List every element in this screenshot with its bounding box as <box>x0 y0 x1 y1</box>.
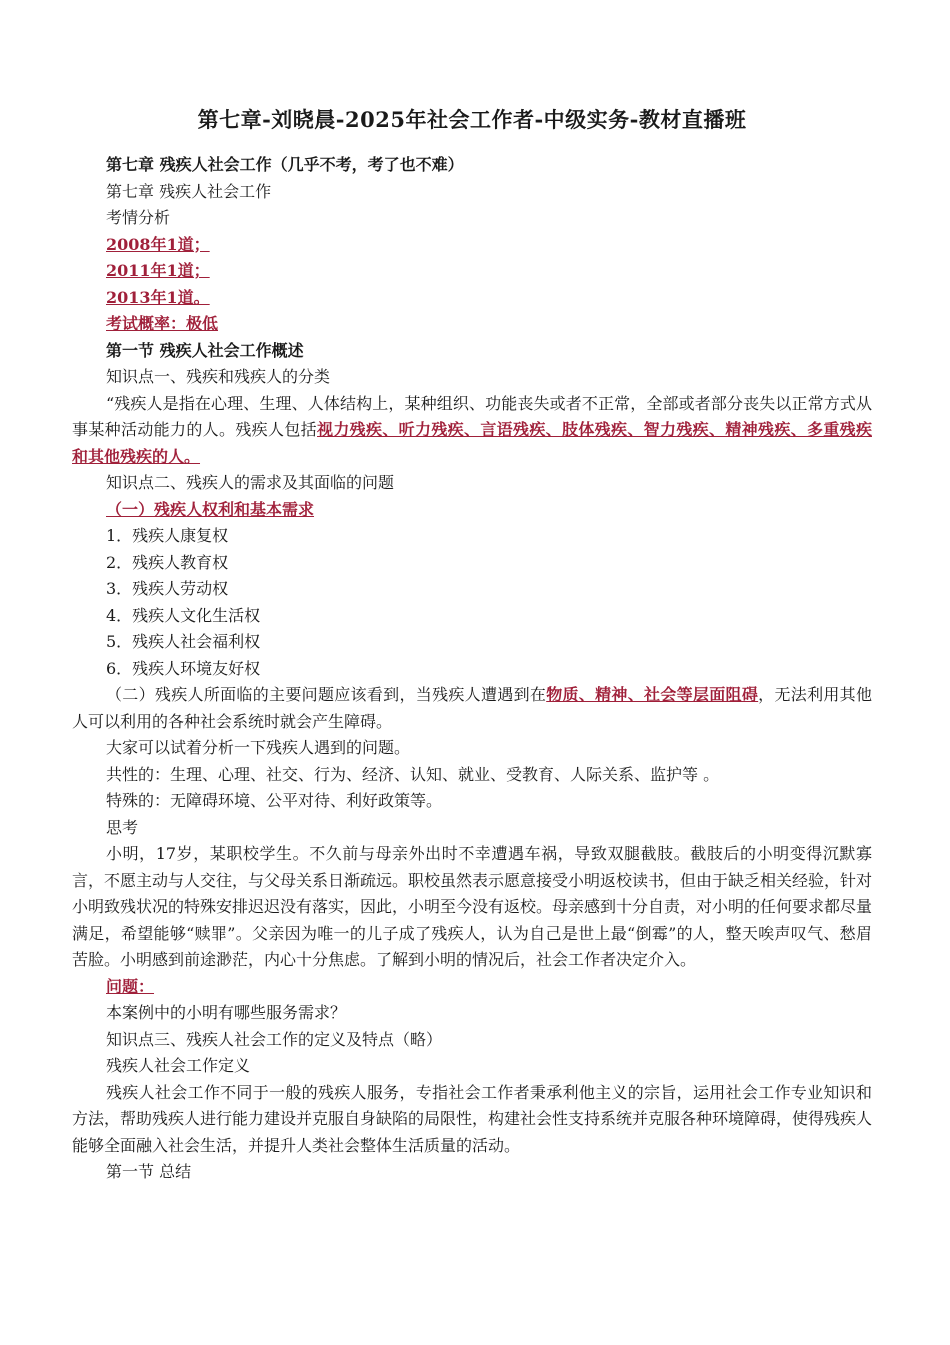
question-text: 本案例中的小明有哪些服务需求？ <box>106 1003 347 1022</box>
problems-paragraph <box>72 682 872 735</box>
exam-year-item: 2008年1道； <box>106 234 210 254</box>
list-item: 6．残疾人环境友好权 <box>106 658 261 678</box>
knowledge-point-title: 知识点一、残疾和残疾人的分类 <box>106 367 331 386</box>
list-item: 5．残疾人社会福利权 <box>106 632 261 651</box>
rights-subtitle: （一）残疾人权利和基本需求 <box>106 499 315 519</box>
common-issues-line: 共性的：生理、心理、社交、行为、经济、认知、就业、受教育、人际关系、监护等 。 <box>106 764 720 784</box>
definition-paragraph: 残疾人社会工作不同于一般的残疾人服务，专指社会工作者秉承利他主义的宗旨，运用社会工作专业知识和方法，帮助残疾人进行能力建设并克服自身缺陷的局限性，构建社会性支持系统并克服各种环境障碍，使得残疾人能够全面融入社会生活，并提升人类社会整体生活质量的活动。 <box>72 1082 873 1155</box>
definition-label: 残疾人社会工作定义 <box>106 1056 251 1075</box>
list-item: 1．残疾人康复权 <box>106 526 229 545</box>
list-item: 2．残疾人教育权 <box>106 552 229 572</box>
section-summary: 第一节 总结 <box>106 1162 192 1181</box>
special-issues-line: 特殊的：无障碍环境、公平对待、利好政策等。 <box>106 791 443 810</box>
knowledge-point-title: 知识点二、残疾人的需求及其面临的问题 <box>106 473 395 492</box>
paragraph-text: （二）残疾人所面临的主要问题应该看到，当残疾人遭遇到在 <box>106 685 547 704</box>
case-paragraph: 小明，17岁，某职校学生。不久前与母亲外出时不幸遭遇车祸，导致双腿截肢。截肢后的小明变得沉默寡言，不愿主动与人交往，与父母关系日渐疏远。职校虽然表示愿意接受小明返校读书，但由于缺乏相关经验，针对小明致残状况的特殊安排迟迟没有落实，因此，小明至今没有返校。母亲感到十分自责，对小明的任何要求都尽量满足，希望能够“赎罪”。父亲因为唯一的儿子成了残疾人，认为自己是世上最“倒霉”的人，整天唉声叹气、愁眉苦脸。小明感到前途渺茫，内心十分焦虑。了解到小明的情况后，社会工作者决定介入。 <box>72 844 873 969</box>
analysis-line: 大家可以试着分析一下残疾人遇到的问题。 <box>106 738 411 757</box>
document-page <box>72 104 872 1186</box>
highlighted-text: 物质、精神、社会等层面阻碍 <box>546 685 759 704</box>
knowledge-point-title: 知识点三、残疾人社会工作的定义及特点（略） <box>106 1029 443 1049</box>
document-title: 第七章-刘晓晨-2025年社会工作者-中级实务-教材直播班 <box>197 107 747 132</box>
chapter-subheading: 第七章 残疾人社会工作 <box>106 181 272 201</box>
paragraph-text: “残疾人是指在心理、生理、人体结构上，某种组织、功能丧失或者不正常，全部或者部分丧失以正常方式从事某种活动能力的人。残疾人包括 <box>72 393 872 439</box>
exam-analysis-label: 考情分析 <box>106 208 171 227</box>
section-title: 第一节 残疾人社会工作概述 <box>106 340 304 360</box>
list-item: 4．残疾人文化生活权 <box>106 605 261 625</box>
chapter-heading: 第七章 残疾人社会工作（几乎不考，考了也不难） <box>106 155 464 174</box>
paragraph-text: ，无法利用其他人可以利用的各种社会系统时就会产生障碍。 <box>72 685 872 731</box>
exam-year-item: 2013年1道。 <box>106 287 210 307</box>
exam-year-item: 2011年1道； <box>106 261 210 280</box>
question-label: 问题： <box>106 976 155 996</box>
highlighted-text: 视力残疾、听力残疾、言语残疾、肢体残疾、智力残疾、精神残疾、多重残疾和其他残疾的人。 <box>72 420 872 466</box>
list-item: 3．残疾人劳动权 <box>106 579 229 598</box>
think-label: 思考 <box>106 817 139 837</box>
exam-probability: 考试概率：极低 <box>106 314 219 333</box>
definition-paragraph <box>72 391 872 471</box>
